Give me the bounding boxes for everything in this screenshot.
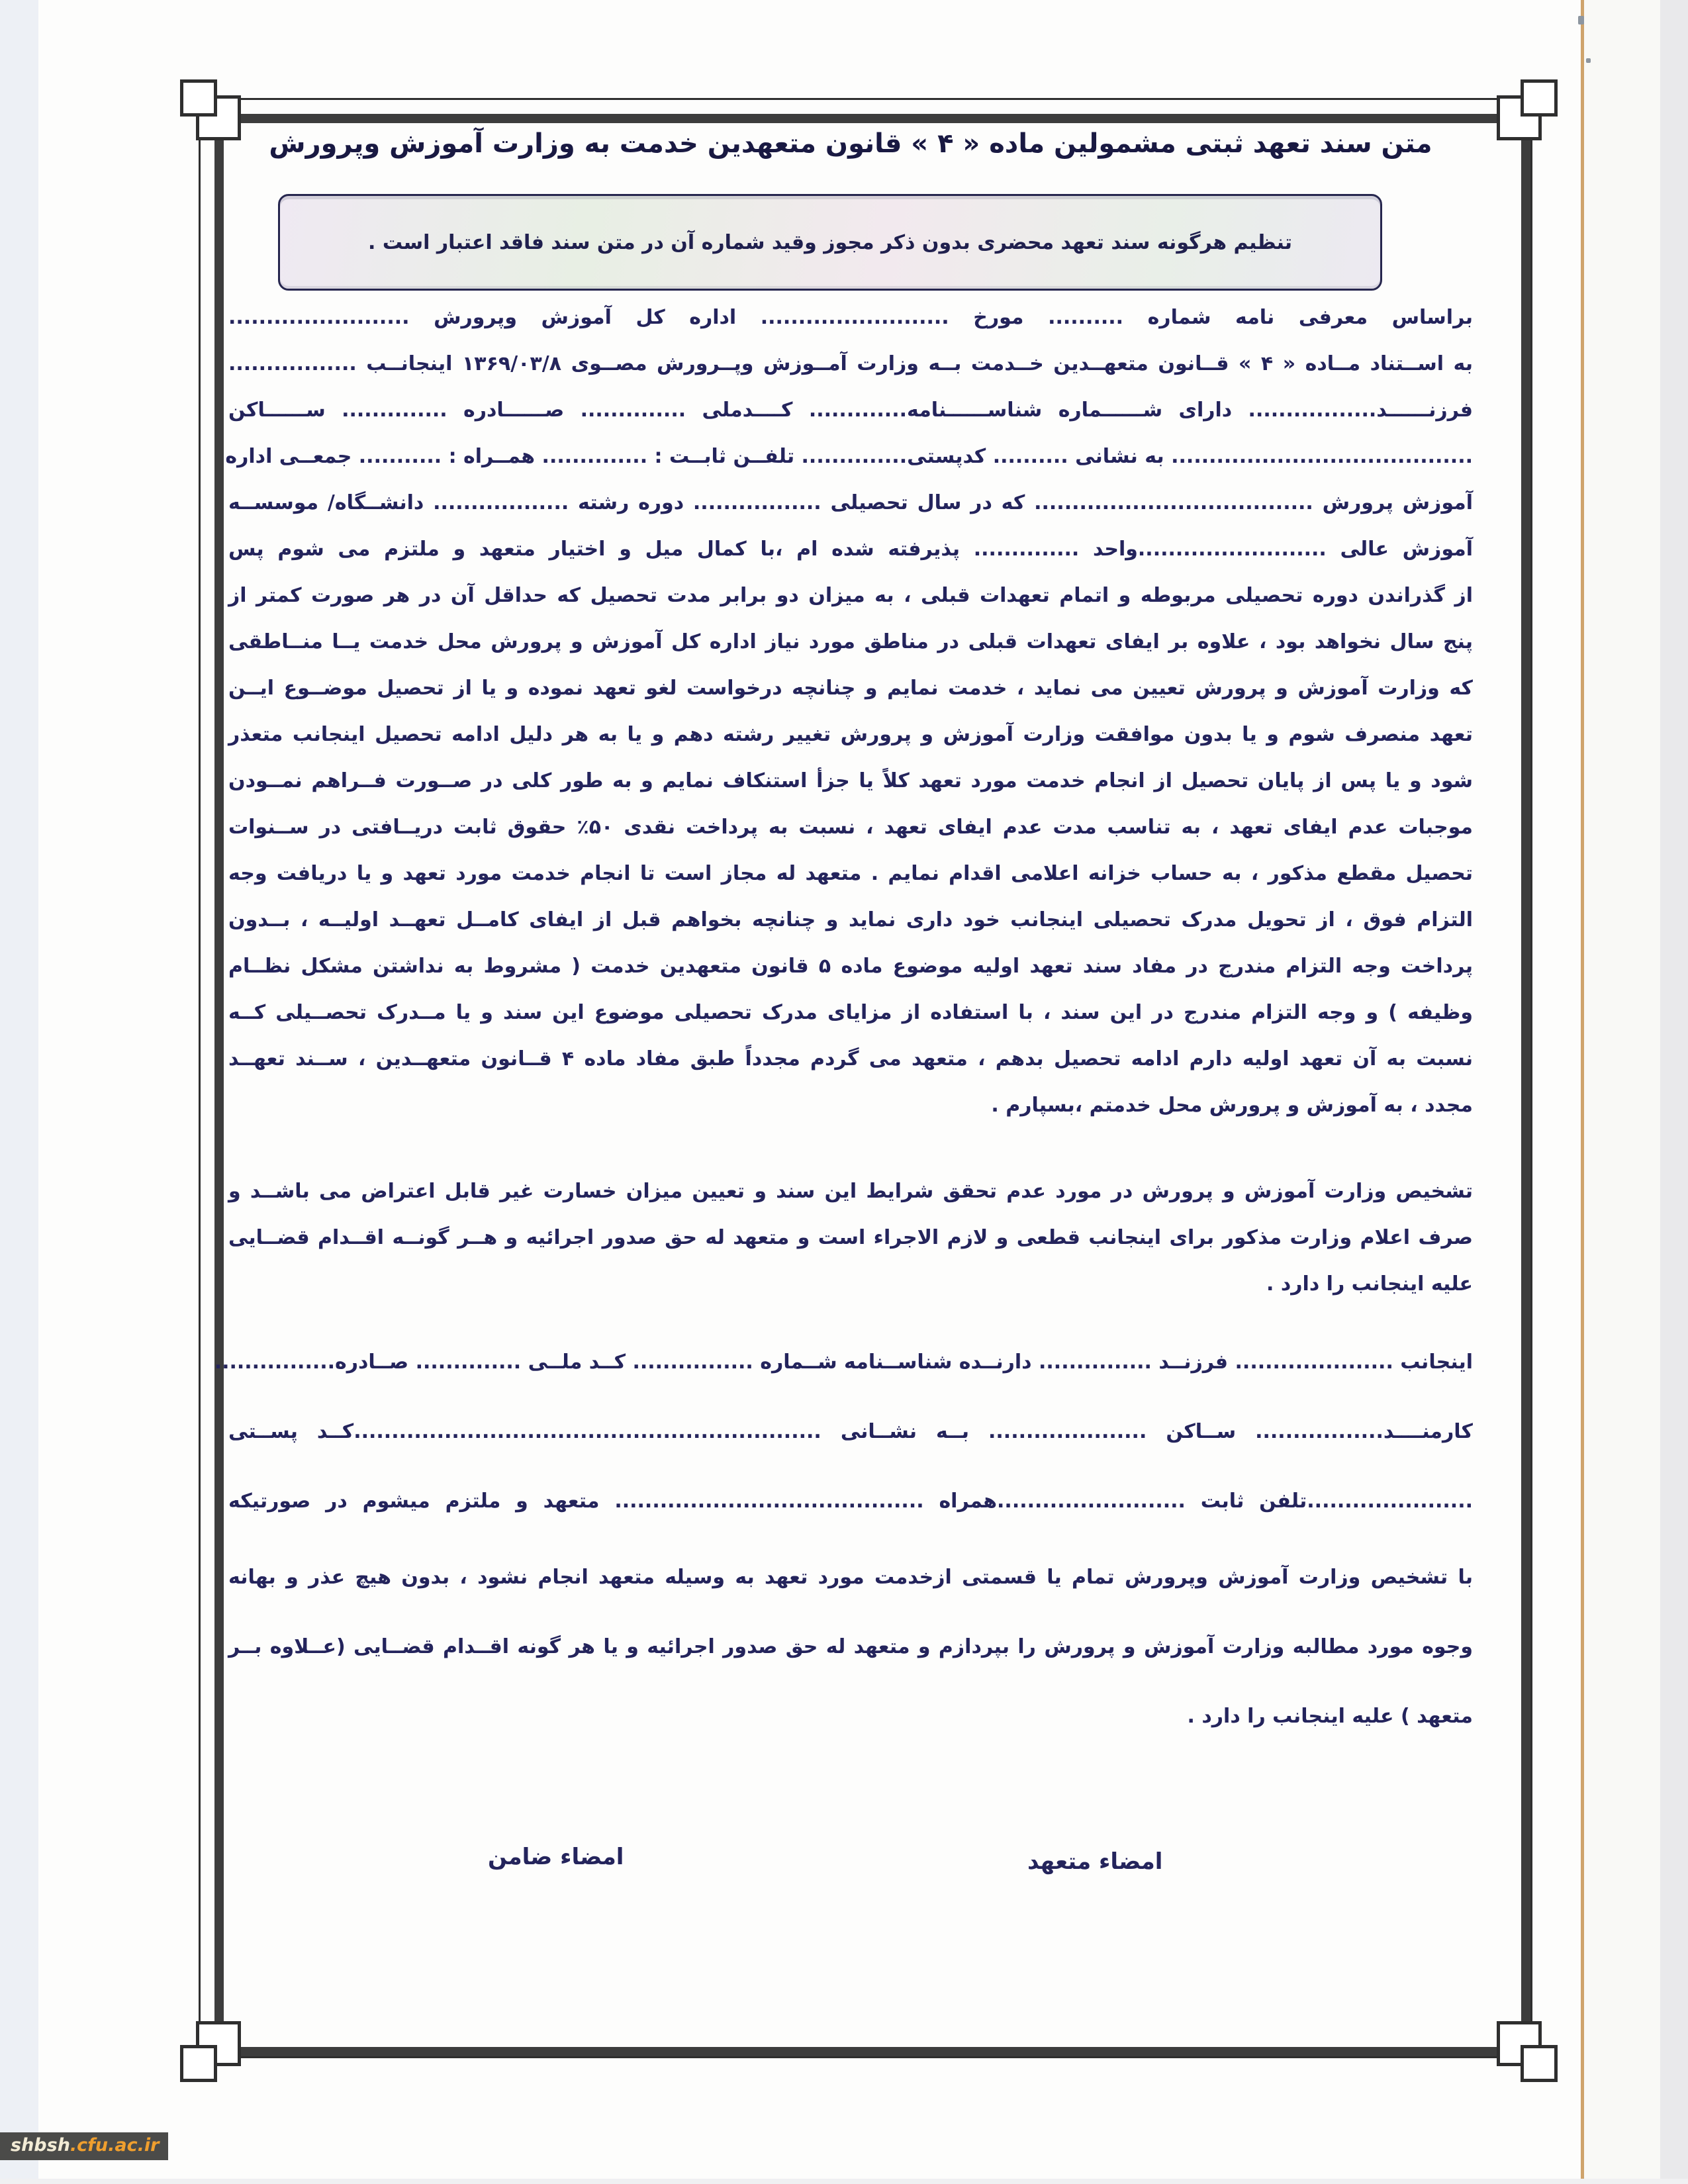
text-line: از گذراندن دوره تحصیلی مربوطه و اتمام تعهدات قبلی ، به میزان دو برابر مدت تحصیل که حداقل آن در هر صورت کمتر از	[228, 584, 1473, 607]
text-line: وجوه مورد مطالبه وزارت آموزش و پرورش را بپردازم و متعهد له حق صدور اجرائیه و یا هر گونه اقــدام قضــایی (عــلاوه بــر	[228, 1635, 1473, 1658]
text-line: آموزش عالی .........................واحد .............. پذیرفته شده ام ،با کمال میل و اختیار متعهد و ملتزم می شوم پس	[228, 538, 1473, 561]
text-line: شود و یا پس از پایان تحصیل از انجام خدمت مورد تعهد کلاً یا جزأ استنکاف نمایم و به طور کلی در صــورت فــراهم نمــودن	[228, 769, 1473, 792]
text-line: صرف اعلام وزارت مذکور برای اینجانب قطعی و لازم الاجراء است و متعهد له حق صدور اجرائیه و هــر گونــه اقــدام قضــایی	[228, 1226, 1473, 1249]
guarantor-commitment-paragraph	[228, 1543, 1473, 1751]
text-line: فرزنــــــد................. دارای شــــــماره شناســــــنامه............. کــــدملی .............. صــــــادره .............. ســــــاکن	[228, 399, 1473, 422]
text-line: با تشخیص وزارت آموزش وپرورش تمام یا قسمتی ازخدمت مورد تعهد به وسیله متعهد انجام نشود ، بدون هیچ عذر و بهانه	[228, 1566, 1473, 1589]
page-edge-line	[1581, 0, 1584, 2184]
text-line: ......................تلفن ثابت .........................همراه ......................................... متعهد و ملتزم میشوم در صورتیکه	[228, 1490, 1473, 1513]
text-line: تشخیص وزارت آموزش و پرورش در مورد عدم تحقق شرایط این سند و تعیین میزان خسارت غیر قابل اعتراض می باشــد و	[228, 1180, 1473, 1203]
signature-label-obligor: امضاء متعهد	[1027, 1848, 1163, 1875]
text-line: متعهد ) علیه اینجانب را دارد .	[1187, 1705, 1473, 1728]
ministry-determination-paragraph	[228, 1168, 1473, 1307]
scan-bottom-edge	[0, 2179, 1688, 2184]
text-line: وظیفه ) و وجه التزام مندرج در این سند ، با استفاده از مزایای مدرک تحصیلی موضوع این سند و یا مــدرک تحصــیلی کــه	[228, 1001, 1473, 1024]
text-line: براساس معرفی نامه شماره .......... مورخ ......................... اداره کل آموزش وپرورش ........................	[228, 306, 1473, 329]
notice-banner	[278, 194, 1382, 291]
scan-left-edge	[0, 0, 38, 2184]
watermark-suffix: .cfu.ac.ir	[70, 2135, 160, 2156]
scan-right-margin	[1584, 0, 1668, 2184]
text-line: آموزش پرورش ..................................... که در سال تحصیلی ................. دوره رشته .................. دانشــگاه/ موسســه	[228, 491, 1473, 514]
corner-ornament	[1521, 79, 1558, 117]
corner-ornament	[1521, 2045, 1558, 2082]
guarantor-identity-fields	[214, 1327, 1473, 1536]
text-line: موجبات عدم ایفای تعهد ، به تناسب مدت عدم ایفای تعهد ، نسبت به پرداخت نقدی ۵۰٪ حقوق ثابت دریــافتی در ســنوات	[228, 816, 1474, 839]
text-line: نسبت به آن تعهد اولیه دارم ادامه تحصیل بدهم ، متعهد می گردم مجدداً طبق مفاد ماده ۴ قــانون متعهــدین ، ســند تعهــد	[228, 1047, 1474, 1070]
text-line: کارمنــــد................. ســاکن ..................... بــه نشــانی ..............................................................کــد پســتی	[228, 1420, 1473, 1443]
scan-artifact	[1578, 16, 1584, 24]
notice-text: تنظیم هرگونه سند تعهد محضری بدون ذکر مجوز وقید شماره آن در متن سند فاقد اعتبار است .	[368, 230, 1292, 254]
text-line: تعهد منصرف شوم و یا بدون موافقت وزارت آموزش و پرورش تغییر رشته دهم و یا به هر دلیل ادامه تحصیل اینجانب متعذر	[228, 723, 1473, 746]
main-commitment-paragraph	[225, 295, 1474, 1129]
text-line: التزام فوق ، از تحویل مدرک تحصیلی اینجانب خود داری نماید و چنانچه بخواهم قبل از ایفای کامــل تعهــد اولیــه ، بــدون	[228, 908, 1473, 931]
text-line: ........................................ به نشانی .......... کدپستی.............. تلفــن ثابــت : .............. همــراه : ........... جمعــی اداره	[225, 445, 1473, 468]
corner-ornament	[180, 2045, 217, 2082]
text-line: مجدد ، به آموزش و پرورش محل خدمتم ،بسپارم .	[991, 1094, 1473, 1117]
text-line: علیه اینجانب را دارد .	[1266, 1272, 1473, 1296]
signature-label-guarantor: امضاء ضامن	[488, 1844, 624, 1870]
corner-ornament	[180, 79, 217, 117]
scan-artifact	[1586, 58, 1591, 63]
text-line: پنج سال نخواهد بود ، علاوه بر ایفای تعهدات قبلی در مناطق مورد نیاز اداره کل آموزش و پرورش محل خدمت یــا منــاطقی	[228, 630, 1473, 653]
document-title: متن سند تعهد ثبتی مشمولین ماده « ۴ » قانون متعهدین خدمت به وزارت آموزش وپرورش	[269, 128, 1432, 159]
text-line: پرداخت وجه التزام مندرج در مفاد سند تعهد اولیه موضوع ماده ۵ قانون متعهدین خدمت ( مشروط به نداشتن مشکل نظــام	[228, 955, 1473, 978]
text-line: تحصیل مقطع مذکور ، به حساب خزانه اعلامی اقدام نمایم . متعهد له مجاز است تا انجام خدمت مورد تعهد و یا دریافت وجه	[228, 862, 1473, 885]
text-line: اینجانب ..................... فرزنــد ............... دارنــده شناســنامه شــماره ................ کــد ملــی .............. صــادره................	[214, 1351, 1473, 1374]
text-line: به اســتناد مــاده « ۴ » قــانون متعهــدین خــدمت بــه وزارت آمــوزش وپــرورش مصــوی ۱۳۶۹/۰۳/۸ اینجانــب .................	[228, 352, 1474, 375]
text-line: که وزارت آموزش و پرورش تعیین می نماید ، خدمت نمایم و چنانچه درخواست لغو تعهد نموده و یا از تحصیل موضــوع ایــن	[228, 677, 1473, 700]
scan-right-edge	[1660, 0, 1688, 2184]
watermark-prefix: shbsh	[11, 2135, 70, 2156]
site-watermark	[0, 2132, 168, 2160]
